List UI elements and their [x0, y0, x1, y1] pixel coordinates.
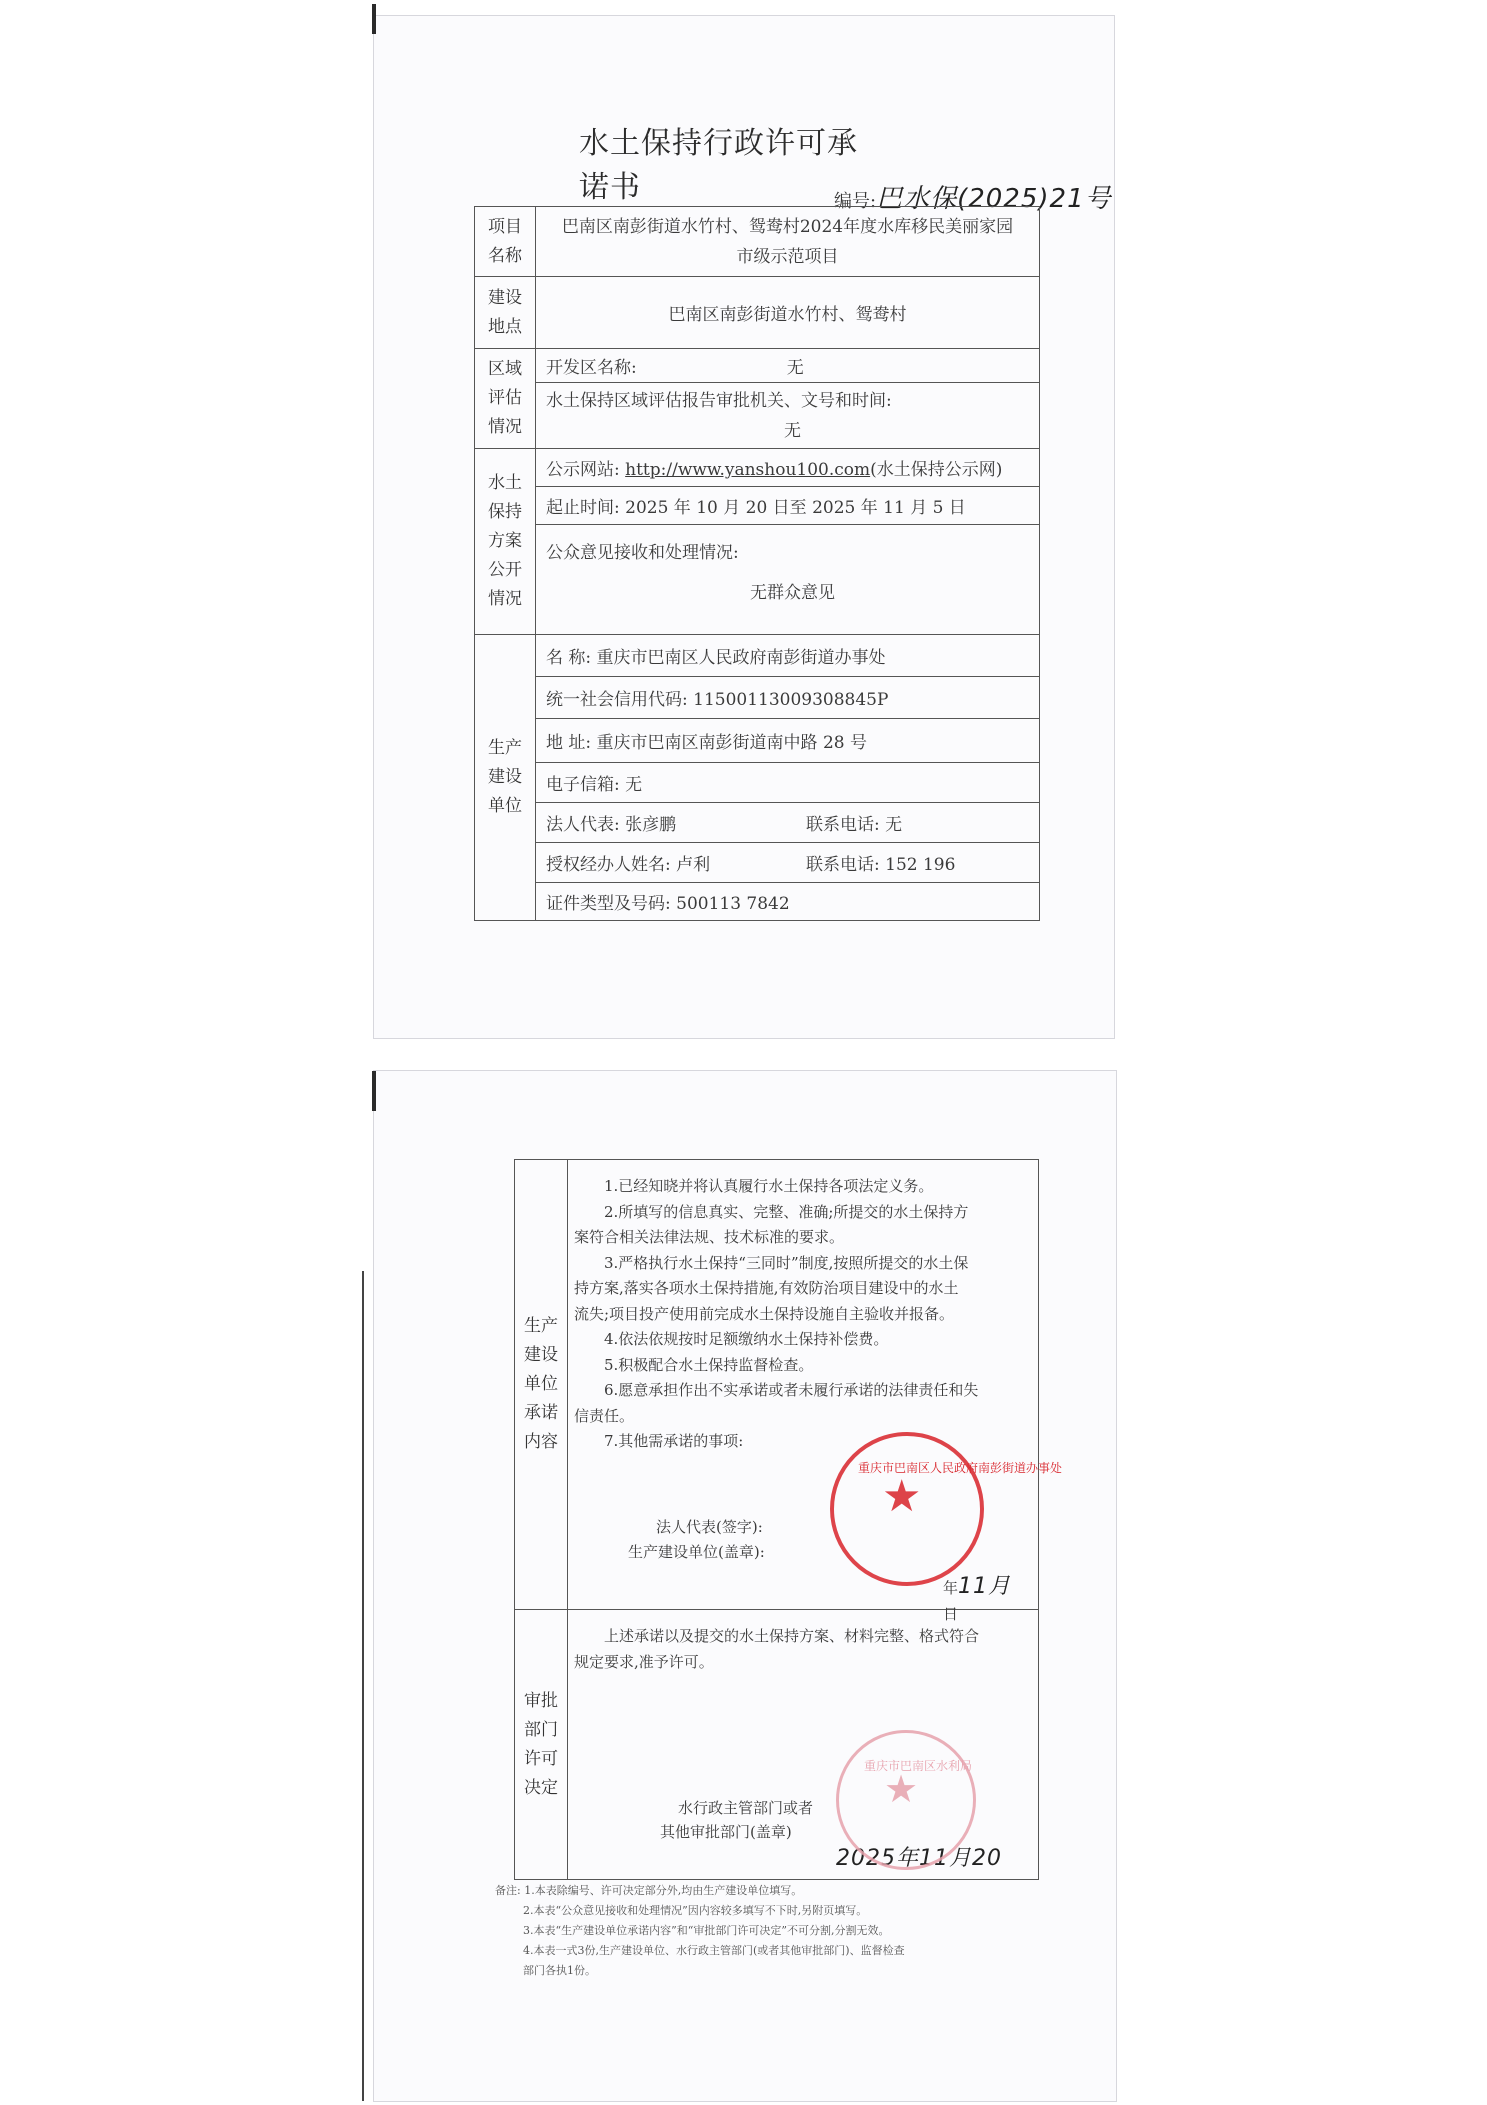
commit-item-3a: 3.严格执行水土保持“三同时”制度,按照所提交的水土保 [604, 1253, 969, 1272]
row-disclosure-period [475, 487, 1040, 525]
row-address [475, 719, 1040, 763]
sign-legal-rep: 法人代表(签字): [656, 1518, 763, 1536]
commit-item-4: 4.依法依规按时足额缴纳水土保持补偿费。 [604, 1330, 889, 1348]
commitment-table [514, 1159, 1063, 1880]
reference-handwritten: 巴水保(2025)21号 [876, 184, 1112, 214]
row-approval [515, 1610, 1039, 1880]
commit-item-1: 1.已经知晓并将认真履行水土保持各项法定义务。 [604, 1177, 934, 1195]
row-agent [475, 843, 1040, 883]
commit-item-2b: 案符合相关法律法规、技术标准的要求。 [574, 1228, 845, 1246]
note-1: 备注: 1.本表除编号、许可决定部分外,均由生产建设单位填写。 [495, 1884, 803, 1897]
zone-name: 开发区名称: 无 [536, 349, 1040, 383]
approval-sign-2: 其他审批部门(盖章) [660, 1823, 792, 1841]
note-3: 3.本表“生产建设单位承诺内容”和“审批部门许可决定”不可分割,分割无效。 [523, 1924, 890, 1937]
unit-legal-rep-row [536, 803, 1040, 843]
sign-unit: 生产建设单位(盖章): [628, 1543, 765, 1561]
label-disclosure: 水土 保持 方案 公开 情况 [475, 449, 536, 635]
unit-address: 地 址: 重庆市巴南区南彭街道南中路 28 号 [536, 719, 1040, 763]
note-2: 2.本表“公众意见接收和处理情况”因内容较多填写不下时,另附页填写。 [523, 1904, 868, 1917]
label-approval: 审批 部门 许可 决定 [515, 1610, 568, 1880]
approval-date: 2025年11月20 [836, 1846, 1002, 1871]
approval-seal [836, 1730, 976, 1870]
label-site: 建设 地点 [475, 277, 536, 349]
approval-sign-1: 水行政主管部门或者 [678, 1799, 814, 1817]
label-regional: 区域 评估 情况 [475, 349, 536, 449]
agent-name: 授权经办人姓名: 卢利 [546, 855, 711, 875]
site-location: 巴南区南彭街道水竹村、鸳鸯村 [536, 277, 1040, 349]
commit-item-5: 5.积极配合水土保持监督检查。 [604, 1355, 814, 1374]
unit-email: 电子信箱: 无 [536, 763, 1040, 803]
scan-edge-line [362, 1271, 364, 2101]
row-unit-name [475, 635, 1040, 677]
note-4: 4.本表一式3份,生产建设单位、水行政主管部门(或者其他审批部门)、监督检查 [523, 1944, 905, 1957]
disclosure-website: 公示网站: http://www.yanshou100.com(水土保持公示网) [536, 449, 1040, 487]
commit-item-6b: 信责任。 [574, 1406, 635, 1425]
commit-item-3c: 流失;项目投产使用前完成水土保持设施自主验收并报备。 [574, 1304, 955, 1323]
row-credit [475, 677, 1040, 719]
row-commitment [515, 1160, 1039, 1610]
approval-seal-text: 重庆市巴南区水利局 [864, 1759, 973, 1773]
approval-text-2: 规定要求,准予许可。 [574, 1652, 714, 1671]
permit-form-table [474, 206, 1040, 921]
commit-item-7: 7.其他需承诺的事项: [604, 1432, 744, 1450]
legal-rep: 法人代表: 张彦鹏 [546, 815, 677, 835]
website-link[interactable]: http://www.yanshou100.com [625, 460, 871, 480]
regional-report: 水土保持区域评估报告审批机关、文号和时间: 无 [536, 383, 1040, 449]
row-disclosure-feedback [475, 525, 1040, 635]
reference-label: 编号: [834, 191, 877, 212]
disclosure-feedback: 公众意见接收和处理情况: 无群众意见 [536, 525, 1040, 635]
legal-phone: 联系电话: 无 [806, 815, 903, 835]
note-5: 部门各执1份。 [523, 1964, 596, 1977]
label-unit: 生产 建设 单位 [475, 635, 536, 921]
approval-text-1: 上述承诺以及提交的水土保持方案、材料完整、格式符合 [604, 1627, 980, 1645]
project-name: 巴南区南彭街道水竹村、鸳鸯村2024年度水库移民美丽家园 市级示范项目 [536, 207, 1040, 277]
unit-id-number: 证件类型及号码: 500113 7842 [536, 883, 1040, 921]
seal-star-icon: ★ [884, 1767, 919, 1811]
row-email [475, 763, 1040, 803]
commitment-content [568, 1160, 1063, 1623]
row-zone [475, 349, 1040, 383]
unit-seal-text: 重庆市巴南区人民政府南彭街道办事处 [858, 1461, 1063, 1475]
commit-date: 年11月日 [943, 1574, 1012, 1623]
commit-item-6a: 6.愿意承担作出不实承诺或者未履行承诺的法律责任和失 [604, 1381, 979, 1399]
commit-item-2a: 2.所填写的信息真实、完整、准确;所提交的水土保持方 [604, 1202, 969, 1221]
scan-edge-mark [372, 4, 376, 34]
row-report [475, 383, 1040, 449]
unit-agent-row [536, 843, 1040, 883]
label-commitment: 生产 建设 单位 承诺 内容 [515, 1160, 568, 1610]
unit-credit-code: 统一社会信用代码: 11500113009308845P [536, 677, 1040, 719]
seal-star-icon: ★ [882, 1471, 922, 1522]
scan-edge-mark [372, 1071, 376, 1111]
commit-item-3b: 持方案,落实各项水土保持措施,有效防治项目建设中的水土 [574, 1279, 959, 1297]
row-disclosure-site [475, 449, 1040, 487]
document-title: 水土保持行政许可承诺书 [579, 126, 858, 205]
page-1 [373, 15, 1115, 1039]
disclosure-period: 起止时间: 2025 年 10 月 20 日至 2025 年 11 月 5 日 [536, 487, 1040, 525]
agent-phone: 联系电话: 152 196 [806, 855, 956, 875]
row-id [475, 883, 1040, 921]
label-project: 项目 名称 [475, 207, 536, 277]
footnotes [495, 1881, 905, 1981]
approval-content [568, 1610, 1039, 1880]
row-site [475, 277, 1040, 349]
row-legal [475, 803, 1040, 843]
unit-name: 名 称: 重庆市巴南区人民政府南彭街道办事处 [536, 635, 1040, 677]
row-project [475, 207, 1040, 277]
